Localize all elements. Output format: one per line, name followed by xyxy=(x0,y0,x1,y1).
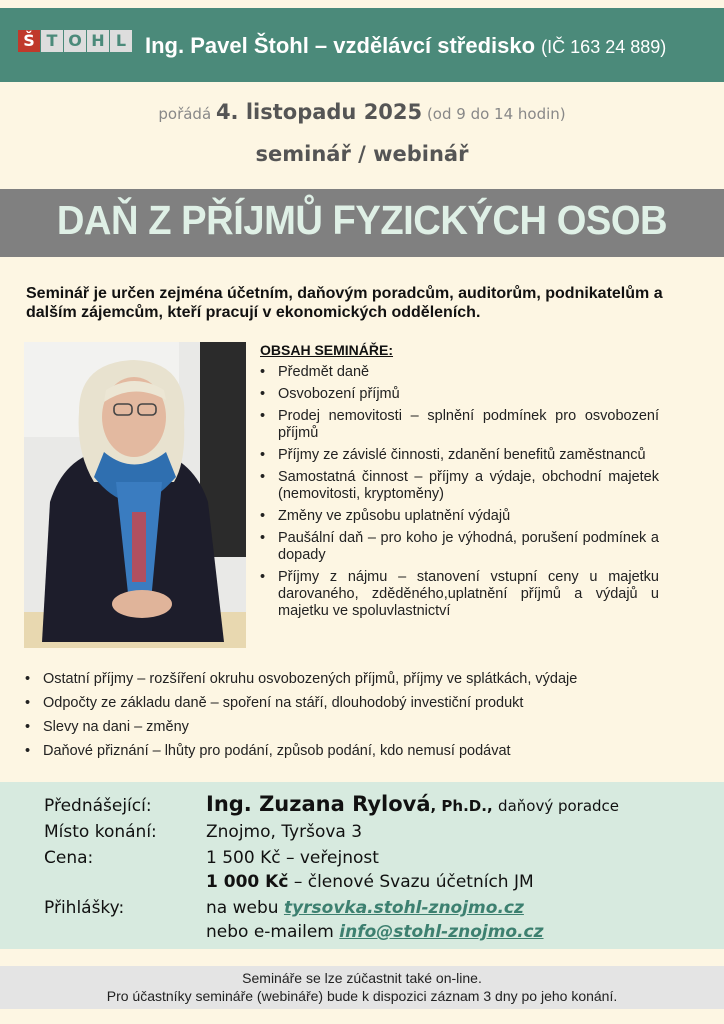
lecturer-label: Přednášející: xyxy=(44,796,152,816)
content-item: • Paušální daň – pro koho je výhodná, porušení podmínek a dopady xyxy=(259,530,659,564)
organizer-title xyxy=(145,33,666,59)
content-item: • Příjmy ze závislé činnosti, zdanění benefitů zaměstnanců xyxy=(259,447,659,464)
place-value: Znojmo, Tyršova 3 xyxy=(206,822,363,842)
price-member-row xyxy=(44,872,534,892)
email-link[interactable]: info@stohl-znojmo.cz xyxy=(339,922,544,942)
content-item: • Změny ve způsobu uplatnění výdajů xyxy=(259,508,659,525)
content-item: • Daňové přiznání – lhůty pro podání, způsob podání, kdo nemusí podávat xyxy=(24,743,714,760)
lecturer-name: Ing. Zuzana Rylová xyxy=(206,792,431,816)
web-link[interactable]: tyrsovka.stohl-znojmo.cz xyxy=(283,898,524,918)
price-row xyxy=(44,848,379,868)
apply-mail-prefix: nebo e-mailem xyxy=(206,922,334,942)
footer-line-1: Semináře se lze zúčastnit také on-line. xyxy=(242,970,482,986)
lecturer-photo xyxy=(24,342,246,648)
content-item: • Předmět daně xyxy=(259,364,659,381)
logo-letter: O xyxy=(64,30,86,52)
intro-text: Seminář je určen zejména účetním, daňovým poradcům, auditorům, podnikatelům a dalším zájemcům, kteří pracují v ekonomických odděleních. xyxy=(26,285,663,321)
footer-line-2: Pro účastníky semináře (webináře) bude k dispozici záznam 3 dny po jeho konání. xyxy=(106,988,618,1004)
content-item: • Prodej nemovitosti – splnění podmínek pro osvobození příjmů xyxy=(259,408,659,442)
event-date-line xyxy=(0,100,724,124)
content-item: • Odpočty ze základu daně – spoření na stáří, dlouhodobý investiční produkt xyxy=(24,695,714,712)
content-item: • Samostatná činnost – příjmy a výdaje, obchodní majetek (nemovitosti, kryptoměny) xyxy=(259,469,659,503)
content-list-bottom xyxy=(24,671,714,767)
apply-label: Přihlášky: xyxy=(44,898,125,918)
content-item: • Osvobození příjmů xyxy=(259,386,659,403)
logo-letter: H xyxy=(87,30,109,52)
price-member-text: – členové Svazu účetních JM xyxy=(293,872,534,892)
logo-letter: T xyxy=(41,30,63,52)
content-item: • Slevy na dani – změny xyxy=(24,719,714,736)
content-item: • Příjmy z nájmu – stanovení vstupní ceny u majetku darovaného, zděděného,uplatnění příjmů a výdajů u majetku ve spoluvlastnictví xyxy=(259,569,659,620)
lecturer-row xyxy=(44,792,619,816)
price-member-amount: 1 000 Kč xyxy=(206,872,289,892)
organizer-ic: (IČ 163 24 889) xyxy=(541,37,667,57)
event-title: DAŇ Z PŘÍJMŮ FYZICKÝCH OSOB xyxy=(56,197,668,243)
content-item: • Ostatní příjmy – rozšíření okruhu osvobozených příjmů, příjmy ve splátkách, výdaje xyxy=(24,671,714,688)
apply-web-prefix: na webu xyxy=(206,898,279,918)
lecturer-degree: , Ph.D., xyxy=(430,797,493,815)
lecturer-portrait-image xyxy=(24,342,246,648)
stohl-logo xyxy=(18,30,133,52)
logo-letter: L xyxy=(110,30,132,52)
date-prefix: pořádá xyxy=(158,105,212,123)
footer-note xyxy=(0,966,724,1009)
event-date: 4. listopadu 2025 xyxy=(215,100,423,124)
logo-letter: Š xyxy=(18,30,40,52)
event-type: seminář / webinář xyxy=(255,142,469,166)
apply-row xyxy=(44,898,524,918)
organizer-name: Ing. Pavel Štohl – vzdělávcí středisko xyxy=(145,33,536,58)
lecturer-role: daňový poradce xyxy=(498,797,620,815)
apply-mail-row xyxy=(44,922,544,942)
place-row xyxy=(44,822,362,842)
price-public: 1 500 Kč – veřejnost xyxy=(206,848,379,868)
content-heading: OBSAH SEMINÁŘE: xyxy=(260,342,394,358)
content-list-right xyxy=(259,364,659,625)
price-label: Cena: xyxy=(44,848,94,868)
place-label: Místo konání: xyxy=(44,822,157,842)
event-hours: (od 9 do 14 hodin) xyxy=(426,105,566,123)
